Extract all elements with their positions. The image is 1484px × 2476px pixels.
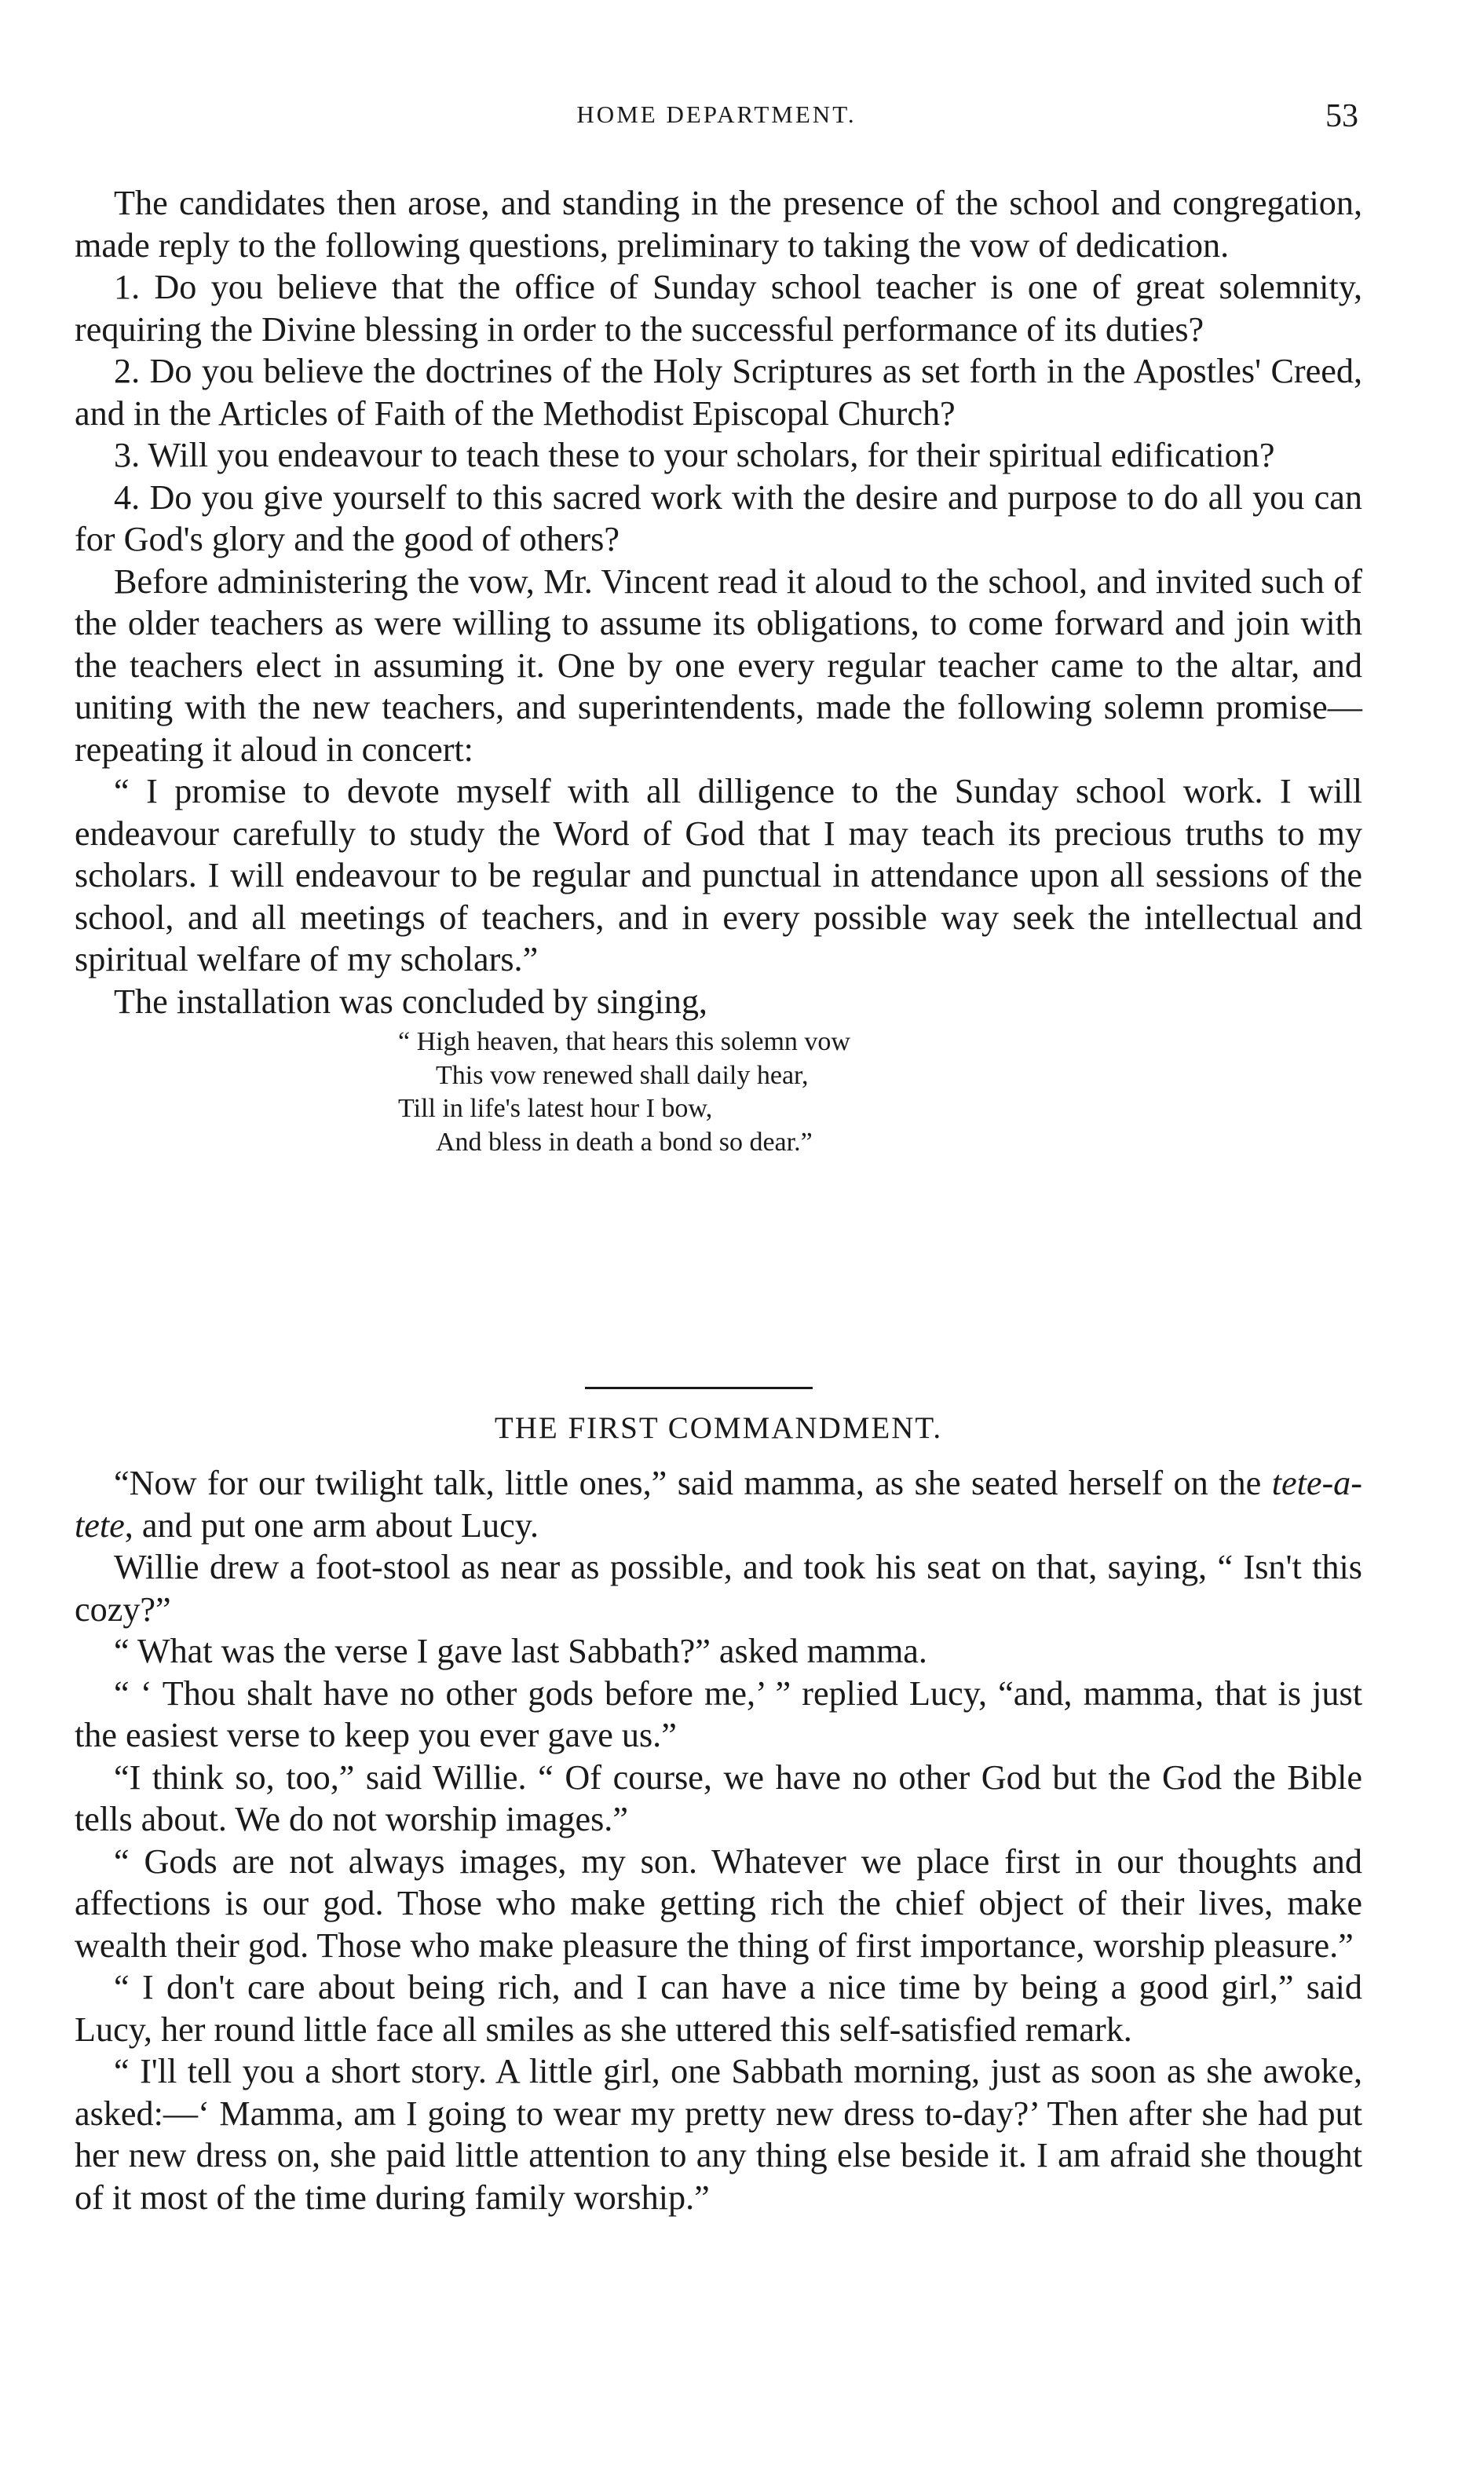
page-number: 53 <box>1325 98 1358 134</box>
poem-line: This vow renewed shall daily hear, <box>436 1060 809 1090</box>
paragraph: “I think so, too,” said Willie. “ Of course, we have no other God but the God the Bible tells about. We do not worship images.” <box>75 1757 1362 1838</box>
question-2: 2. Do you believe the doctrines of the Holy Scriptures as set forth in the Apostles' Creed, and in the Articles of Faith of the Methodist Episcopal Church? <box>75 352 1362 433</box>
section-first-commandment <box>75 1462 1362 2218</box>
paragraph: “ I'll tell you a short story. A little girl, one Sabbath morning, just as soon as she awoke, asked:—‘ Mamma, am I going to wear my pretty new dress to-day?’ Then after she had put her new dress on, she paid little attention to any thing else beside it. I am afraid she thought of it most of the time during family worship.” <box>75 2052 1362 2217</box>
running-title: HOME DEPARTMENT. <box>576 101 857 128</box>
promise-quote: “ I promise to devote myself with all dilligence to the Sunday school work. I will endeavour carefully to study the Word of God that I may teach its precious truths to my scholars. I will endeavour to be regular and punctual in attendance upon all sessions of the school, and all meetings of teachers, and in every possible way seek the intellectual and spiritual welfare of my scholars.” <box>75 772 1362 978</box>
poem-line: “ High heaven, that hears this solemn vow <box>398 1027 850 1056</box>
paragraph: The candidates then arose, and standing in the presence of the school and congregation, made reply to the following questions, preliminary to taking the vow of dedication. <box>75 184 1362 265</box>
paragraph: “ I don't care about being rich, and I can have a nice time by being a good girl,” said Lucy, her round little face all smiles as she uttered this self-satisfied remark. <box>75 1968 1362 2049</box>
paragraph <box>75 1462 1362 1546</box>
poem-line: Till in life's latest hour I bow, <box>398 1094 713 1123</box>
section-installation <box>75 182 1362 1162</box>
text-run: , and put one arm about Lucy. <box>124 1505 539 1545</box>
paragraph: Before administering the vow, Mr. Vincent read it aloud to the school, and invited such of the older teachers as were willing to assume its obligations, to come forward and join with the teachers elect in assuming it. One by one every regular teacher came to the altar, and uniting with the new teachers, and superintendents, made the following solemn promise—repeating it aloud in concert: <box>75 561 1362 769</box>
section-heading: THE FIRST COMMANDMENT. <box>494 1411 943 1445</box>
question-3: 3. Will you endeavour to teach these to your scholars, for their spiritual edification? <box>114 436 1275 474</box>
paragraph: “ Gods are not always images, my son. Whatever we place first in our thoughts and affections is our god. Those who make getting rich the chief object of their lives, make wealth their god. Those who make pleasure the thing of first importance, worship pleasure.” <box>75 1841 1362 1965</box>
paragraph: Willie drew a foot-stool as near as possible, and took his seat on that, saying, “ Isn't this cozy?” <box>75 1548 1362 1629</box>
italic-phrase: tete-a-tete <box>75 1464 1362 1545</box>
question-4: 4. Do you give yourself to this sacred work with the desire and purpose to do all you can for God's glory and the good of others? <box>75 477 1362 558</box>
paragraph: “ ‘ Thou shalt have no other gods before me,’ ” replied Lucy, “and, mamma, that is just the easiest verse to keep you ever gave us.” <box>75 1673 1362 1754</box>
paragraph: “ What was the verse I gave last Sabbath?” asked mamma. <box>114 1632 927 1670</box>
hymn-verse <box>75 1026 1362 1159</box>
running-head <box>75 98 1358 144</box>
section-divider <box>585 1387 813 1389</box>
text-run: “Now for our twilight talk, little ones,” said mamma, as she seated herself on the <box>114 1464 1272 1502</box>
paragraph: The installation was concluded by singing, <box>114 982 707 1021</box>
question-1: 1. Do you believe that the office of Sunday school teacher is one of great solemnity, requiring the Divine blessing in order to the successful performance of its duties? <box>75 268 1362 349</box>
poem-line: And bless in death a bond so dear.” <box>436 1127 813 1157</box>
